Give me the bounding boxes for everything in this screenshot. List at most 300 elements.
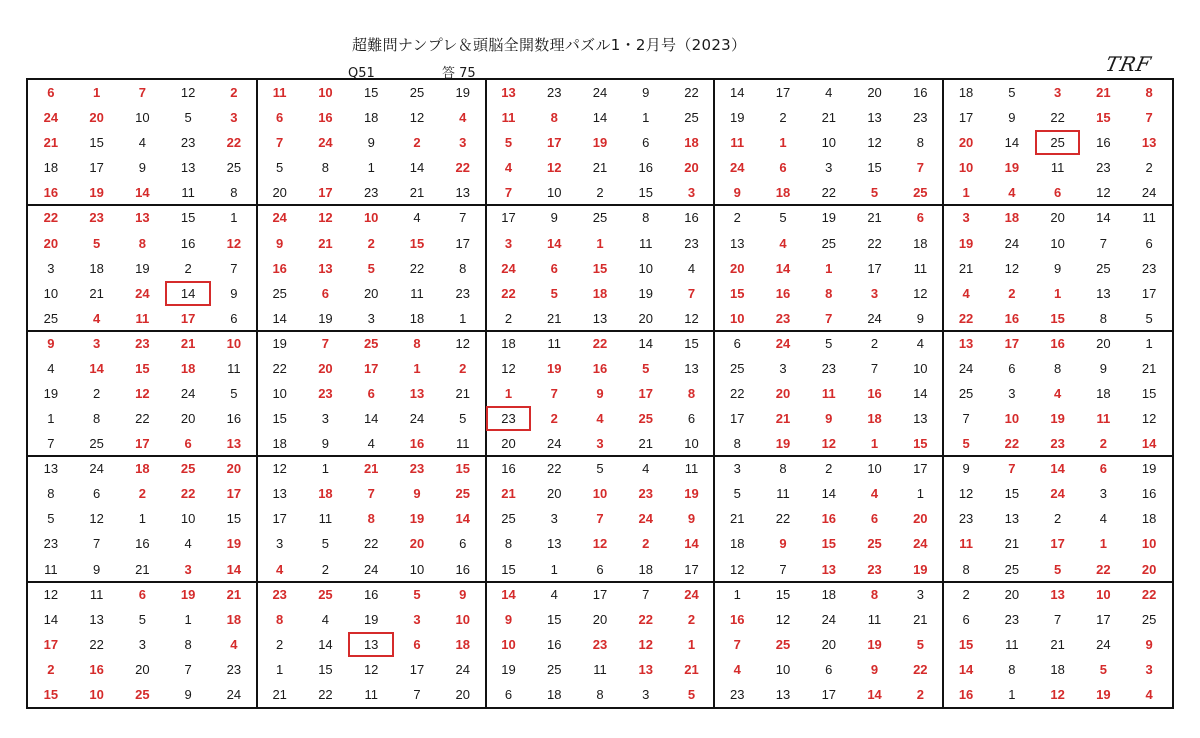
grid-cell: 17 xyxy=(775,85,791,101)
grid-cell: 18 xyxy=(638,561,653,577)
grid-cell: 21 xyxy=(89,285,104,301)
grid-cell: 2 xyxy=(459,360,467,376)
grid-cell: 12 xyxy=(409,110,425,126)
grid-cell: 23 xyxy=(547,85,562,101)
grid-cell: 12 xyxy=(1141,411,1157,427)
grid-cell: 3 xyxy=(825,160,833,176)
grid-cell: 13 xyxy=(318,260,333,276)
grid-cell: 20 xyxy=(363,285,379,301)
grid-cell: 12 xyxy=(363,661,379,677)
grid-cell: 12 xyxy=(821,436,837,452)
grid-cell: 20 xyxy=(684,160,699,176)
grid-cell: 12 xyxy=(455,335,470,351)
grid-cell: 6 xyxy=(504,686,513,702)
grid-cell: 7 xyxy=(1145,110,1153,126)
grid-cell: 24 xyxy=(180,386,196,401)
grid-cell: 20 xyxy=(592,611,608,627)
grid-cell: 20 xyxy=(730,260,745,276)
grid-cell: 16 xyxy=(684,210,699,226)
grid-cell: 10 xyxy=(775,661,791,677)
grid-cell: 25 xyxy=(867,536,882,552)
grid-cell: 19 xyxy=(1050,411,1065,427)
grid-cell: 13 xyxy=(592,310,608,326)
grid-cell: 10 xyxy=(226,335,242,351)
grid-cell: 11 xyxy=(455,436,470,452)
grid-cell: 10 xyxy=(1141,536,1157,552)
grid-cell: 17 xyxy=(547,135,562,151)
grid-cell: 25 xyxy=(958,386,974,401)
grid-cell: 14 xyxy=(958,661,974,677)
grid-cell: 1 xyxy=(47,411,55,427)
grid-cell: 1 xyxy=(276,661,284,677)
grid-cell: 5 xyxy=(93,235,101,251)
grid-cell: 21 xyxy=(821,110,837,126)
grid-cell: 2 xyxy=(550,411,558,427)
grid-cell: 24 xyxy=(43,110,59,126)
grid-cell: 17 xyxy=(1141,285,1157,301)
grid-cell: 7 xyxy=(962,411,970,427)
grid-cell: 13 xyxy=(272,486,287,502)
grid-cell: 18 xyxy=(363,110,379,126)
grid-cell: 21 xyxy=(501,486,516,502)
grid-cell: 25 xyxy=(455,486,470,502)
grid-cell: 21 xyxy=(318,235,333,251)
grid-cell: 20 xyxy=(501,436,516,452)
grid-cell: 23 xyxy=(730,686,745,702)
grid-cell: 5 xyxy=(504,135,513,151)
grid-cell: 3 xyxy=(870,285,879,301)
grid-cell: 8 xyxy=(1053,360,1062,376)
grid-cell: 12 xyxy=(180,85,196,101)
grid-cell: 20 xyxy=(958,135,974,151)
grid-cell: 13 xyxy=(1141,135,1157,151)
grid-cell: 25 xyxy=(684,110,699,126)
grid-cell: 22 xyxy=(180,486,196,502)
grid-cell: 16 xyxy=(821,511,837,527)
grid-cell: 6 xyxy=(733,335,741,351)
grid-cell: 21 xyxy=(958,260,974,276)
grid-cell: 6 xyxy=(916,210,924,226)
grid-cell: 17 xyxy=(1050,536,1065,552)
grid-cell: 3 xyxy=(550,511,558,527)
grid-cell: 1 xyxy=(321,461,330,477)
grid-cell: 22 xyxy=(638,611,653,627)
grid-cell: 3 xyxy=(596,436,604,452)
grid-cell: 5 xyxy=(230,386,238,401)
grid-cell: 1 xyxy=(184,611,192,627)
grid-cell: 16 xyxy=(638,160,653,176)
grid-cell: 25 xyxy=(592,210,608,226)
grid-cell: 21 xyxy=(775,411,791,427)
grid-cell: 7 xyxy=(1099,235,1107,251)
grid-cell: 12 xyxy=(135,386,150,401)
grid-cell: 4 xyxy=(550,586,558,602)
grid-cell: 14 xyxy=(89,360,104,376)
grid-cell: 22 xyxy=(455,160,470,176)
grid-cell: 10 xyxy=(455,611,470,627)
handwritten-signature: TRF xyxy=(1103,52,1154,76)
grid-cell: 9 xyxy=(1099,360,1107,376)
grid-cell: 7 xyxy=(596,511,604,527)
grid-cell: 23 xyxy=(1096,160,1111,176)
grid-cell: 9 xyxy=(642,85,650,101)
grid-cell: 2 xyxy=(596,185,604,201)
grid-cell: 3 xyxy=(504,235,513,251)
grid-cell: 9 xyxy=(550,210,558,226)
grid-cell: 3 xyxy=(687,185,696,201)
grid-cell: 18 xyxy=(409,310,425,326)
grid-cell: 22 xyxy=(318,686,333,702)
grid-cell: 17 xyxy=(272,511,287,527)
grid-cell: 2 xyxy=(138,486,146,502)
grid-cell: 4 xyxy=(733,661,741,677)
grid-cell: 22 xyxy=(1004,436,1020,452)
grid-cell: 11 xyxy=(593,661,607,677)
grid-cell: 3 xyxy=(459,135,467,151)
answer-label: 答 75 xyxy=(442,66,476,81)
grid-cell: 2 xyxy=(1008,285,1016,301)
grid-cell: 5 xyxy=(870,185,879,201)
grid-cell: 22 xyxy=(89,636,104,652)
grid-cell: 20 xyxy=(1096,335,1111,351)
grid-cell: 3 xyxy=(1053,85,1062,101)
grid-cell: 10 xyxy=(272,386,287,401)
grid-cell: 6 xyxy=(642,135,650,151)
grid-cell: 21 xyxy=(1004,536,1020,552)
grid-cell: 14 xyxy=(547,235,562,251)
grid-cell: 13 xyxy=(455,185,470,201)
grid-cell: 2 xyxy=(1099,436,1107,452)
grid-cell: 3 xyxy=(733,461,741,477)
grid-cell: 8 xyxy=(47,486,55,502)
grid-cell: 1 xyxy=(825,260,833,276)
grid-cell: 12 xyxy=(272,461,287,477)
grid-cell: 4 xyxy=(1008,185,1016,201)
grid-cell: 7 xyxy=(230,260,238,276)
grid-cell: 23 xyxy=(409,461,425,477)
grid-cell: 18 xyxy=(1141,511,1157,527)
grid-cell: 23 xyxy=(180,135,196,151)
grid-cell: 23 xyxy=(272,586,287,602)
grid-cell: 17 xyxy=(226,486,242,502)
grid-cell: 22 xyxy=(592,335,608,351)
grid-cell: 9 xyxy=(93,561,101,577)
grid-cell: 16 xyxy=(1004,310,1020,326)
grid-cell: 24 xyxy=(1004,235,1020,251)
grid-cell: 10 xyxy=(592,486,608,502)
grid-cell: 19 xyxy=(272,335,287,351)
grid-cell: 14 xyxy=(821,486,837,502)
grid-cell: 24 xyxy=(226,686,242,702)
grid-cell: 16 xyxy=(43,185,59,201)
grid-cell: 18 xyxy=(272,436,287,452)
grid-cell: 1 xyxy=(413,360,421,376)
grid-cell: 21 xyxy=(1141,360,1157,376)
grid-cell: 24 xyxy=(1050,486,1065,502)
grid-cell: 15 xyxy=(867,160,882,176)
grid-cell: 11 xyxy=(1096,411,1111,427)
grid-cell: 11 xyxy=(318,511,333,527)
grid-cell: 24 xyxy=(592,85,608,101)
grid-cell: 24 xyxy=(730,160,745,176)
grid-cell: 14 xyxy=(684,536,699,552)
grid-cell: 20 xyxy=(1141,561,1157,577)
grid-cell: 8 xyxy=(230,185,238,201)
grid-cell: 7 xyxy=(687,285,696,301)
grid-cell: 12 xyxy=(592,536,608,552)
grid-cell: 7 xyxy=(550,386,558,401)
grid-cell: 18 xyxy=(43,160,59,176)
grid-cell: 5 xyxy=(1145,310,1153,326)
grid-cell: 17 xyxy=(730,411,745,427)
grid-cell: 25 xyxy=(730,360,745,376)
grid-cell: 19 xyxy=(958,235,974,251)
grid-cell: 5 xyxy=(47,511,55,527)
grid-cell: 20 xyxy=(43,235,59,251)
grid-cell: 7 xyxy=(504,185,513,201)
grid-cell: 8 xyxy=(596,686,604,702)
grid-cell: 12 xyxy=(913,285,928,301)
grid-cell: 10 xyxy=(913,360,928,376)
grid-cell: 11 xyxy=(44,561,58,577)
grid-cell: 4 xyxy=(779,235,787,251)
grid-cell: 25 xyxy=(135,686,150,702)
grid-cell: 18 xyxy=(226,611,242,627)
grid-cell: 10 xyxy=(318,85,333,101)
grid-cell: 10 xyxy=(180,511,196,527)
grid-cell: 15 xyxy=(730,285,745,301)
grid-cell: 11 xyxy=(959,536,973,552)
grid-cell: 18 xyxy=(867,411,882,427)
grid-cell: 4 xyxy=(504,160,513,176)
grid-cell: 22 xyxy=(547,461,562,477)
grid-cell: 22 xyxy=(821,185,837,201)
grid-cell: 14 xyxy=(913,386,928,401)
grid-cell: 4 xyxy=(93,310,101,326)
grid-cell: 23 xyxy=(821,360,837,376)
grid-cell: 18 xyxy=(1004,210,1020,226)
grid-cell: 4 xyxy=(367,436,375,452)
grid-cell: 17 xyxy=(684,561,699,577)
grid-cell: 15 xyxy=(684,335,699,351)
grid-cell: 13 xyxy=(684,360,699,376)
grid-cell: 13 xyxy=(730,235,745,251)
grid-cell: 19 xyxy=(318,310,333,326)
grid-cell: 17 xyxy=(913,461,928,477)
grid-cell: 11 xyxy=(410,285,424,301)
grid-cell: 4 xyxy=(825,85,833,101)
grid-cell: 10 xyxy=(547,185,562,201)
grid-cell: 15 xyxy=(1096,110,1111,126)
grid-cell: 19 xyxy=(135,260,150,276)
grid-cell: 22 xyxy=(272,360,287,376)
grid-cell: 16 xyxy=(1096,135,1111,151)
grid-cell: 3 xyxy=(962,210,970,226)
grid-cell: 21 xyxy=(684,661,699,677)
grid-cell: 17 xyxy=(318,185,333,201)
grid-cell: 5 xyxy=(1099,661,1107,677)
grid-cell: 11 xyxy=(364,686,378,702)
grid-cell: 10 xyxy=(1004,411,1020,427)
grid-cell: 15 xyxy=(43,686,59,702)
grid-cell: 14 xyxy=(730,85,745,101)
grid-cell: 16 xyxy=(501,461,516,477)
grid-cell: 8 xyxy=(1008,661,1016,677)
grid-cell: 19 xyxy=(409,511,425,527)
grid-cell: 9 xyxy=(962,461,970,477)
grid-cell: 4 xyxy=(1099,511,1107,527)
grid-cell: 13 xyxy=(89,611,104,627)
grid-cell: 23 xyxy=(592,636,608,652)
grid-cell: 13 xyxy=(226,436,242,452)
grid-cell: 12 xyxy=(958,486,974,502)
grid-cell: 19 xyxy=(592,135,608,151)
grid-cell: 6 xyxy=(1099,461,1107,477)
grid-cell: 13 xyxy=(913,411,928,427)
grid-cell: 9 xyxy=(504,611,513,627)
grid-cell: 11 xyxy=(821,386,836,401)
grid-cell: 21 xyxy=(730,511,745,527)
grid-cell: 24 xyxy=(272,210,287,226)
grid-cell: 24 xyxy=(958,360,974,376)
grid-cell: 15 xyxy=(180,210,196,226)
grid-cell: 21 xyxy=(272,686,287,702)
grid-cell: 24 xyxy=(1141,185,1157,201)
grid-cell: 7 xyxy=(367,486,375,502)
grid-cell: 3 xyxy=(47,260,55,276)
grid-cell: 22 xyxy=(363,536,379,552)
grid-cell: 24 xyxy=(913,536,928,552)
grid-cell: 12 xyxy=(43,586,59,602)
grid-cell: 3 xyxy=(321,411,330,427)
grid-cell: 20 xyxy=(638,310,653,326)
grid-cell: 8 xyxy=(459,260,467,276)
grid-cell: 21 xyxy=(135,561,150,577)
grid-cell: 13 xyxy=(821,561,837,577)
grid-cell: 12 xyxy=(501,360,516,376)
grid-cell: 8 xyxy=(93,411,101,427)
grid-cell: 2 xyxy=(321,561,330,577)
grid-cell: 17 xyxy=(363,360,379,376)
grid-cell: 14 xyxy=(501,586,516,602)
grid-cell: 9 xyxy=(825,411,833,427)
grid-cell: 1 xyxy=(596,235,604,251)
grid-cell: 16 xyxy=(592,360,608,376)
grid-cell: 4 xyxy=(1053,386,1062,401)
grid-cell: 8 xyxy=(916,135,924,151)
grid-cell: 2 xyxy=(367,235,375,251)
grid-cell: 3 xyxy=(916,586,924,602)
grid-cell: 6 xyxy=(138,586,146,602)
grid-cell: 25 xyxy=(775,636,791,652)
grid-cell: 1 xyxy=(916,486,924,502)
grid-cell: 20 xyxy=(547,486,562,502)
grid-cell: 21 xyxy=(592,160,608,176)
grid-cell: 10 xyxy=(958,160,974,176)
grid-cell: 1 xyxy=(504,386,513,401)
grid-cell: 9 xyxy=(138,160,146,176)
grid-cell: 25 xyxy=(272,285,287,301)
grid-cell: 15 xyxy=(363,85,379,101)
grid-cell: 7 xyxy=(276,135,284,151)
grid-cell: 17 xyxy=(180,310,196,326)
grid-cell: 20 xyxy=(226,461,242,477)
grid-cell: 13 xyxy=(135,210,150,226)
grid-cell: 20 xyxy=(1004,586,1020,602)
grid-cell: 12 xyxy=(226,235,242,251)
grid-cell: 24 xyxy=(638,511,653,527)
grid-cell: 1 xyxy=(687,636,696,652)
grid-cell: 15 xyxy=(1141,386,1157,401)
grid-cell: 22 xyxy=(501,285,516,301)
grid-cell: 17 xyxy=(638,386,653,401)
grid-cell: 25 xyxy=(1004,561,1020,577)
grid-cell: 19 xyxy=(501,661,516,677)
grid-cell: 15 xyxy=(455,461,470,477)
grid-cell: 19 xyxy=(1096,686,1111,702)
grid-cell: 20 xyxy=(913,511,928,527)
grid-cell: 23 xyxy=(638,486,653,502)
grid-cell: 18 xyxy=(547,686,562,702)
grid-cell: 6 xyxy=(230,310,238,326)
grid-cell: 8 xyxy=(733,436,741,452)
grid-cell: 16 xyxy=(775,285,791,301)
grid-cell: 6 xyxy=(367,386,375,401)
grid-cell: 25 xyxy=(180,461,196,477)
grid-cell: 8 xyxy=(504,536,513,552)
grid-cell: 2 xyxy=(916,686,924,702)
grid-cell: 21 xyxy=(43,135,59,151)
grid-cell: 3 xyxy=(1145,661,1153,677)
grid-cell: 18 xyxy=(730,536,745,552)
grid-cell: 15 xyxy=(318,661,333,677)
grid-cell: 9 xyxy=(1145,636,1153,652)
grid-cell: 19 xyxy=(638,285,653,301)
grid-cell: 8 xyxy=(1145,85,1153,101)
grid-cell: 5 xyxy=(825,335,833,351)
grid-cell: 6 xyxy=(184,436,192,452)
grid-cell: 3 xyxy=(276,536,284,552)
grid-cell: 9 xyxy=(276,235,284,251)
grid-cell: 23 xyxy=(363,185,379,201)
grid-cell: 8 xyxy=(779,461,787,477)
grid-cell: 15 xyxy=(226,511,242,527)
grid-cell: 24 xyxy=(455,661,470,677)
grid-cell: 5 xyxy=(916,636,924,652)
grid-cell: 20 xyxy=(775,386,791,401)
grid-cell: 18 xyxy=(821,586,837,602)
grid-cell: 14 xyxy=(165,281,211,306)
grid-cell: 17 xyxy=(409,661,425,677)
grid-cell: 10 xyxy=(363,210,379,226)
grid-cell: 12 xyxy=(1050,686,1065,702)
grid-cell: 17 xyxy=(958,110,974,126)
grid-cell: 23 xyxy=(1004,611,1020,627)
grid-cell: 25 xyxy=(43,310,59,326)
grid-cell: 2 xyxy=(779,110,787,126)
grid-cell: 22 xyxy=(43,210,59,226)
grid-cell: 16 xyxy=(226,411,242,427)
grid-cell: 2 xyxy=(230,85,238,101)
grid-cell: 25 xyxy=(821,235,837,251)
grid-cell: 10 xyxy=(684,436,699,452)
grid-cell: 1 xyxy=(1099,536,1107,552)
grid-cell: 23 xyxy=(958,511,974,527)
grid-cell: 6 xyxy=(870,511,879,527)
grid-cell: 14 xyxy=(1141,436,1157,452)
grid-cell: 20 xyxy=(1050,210,1065,226)
grid-cell: 14 xyxy=(455,511,470,527)
